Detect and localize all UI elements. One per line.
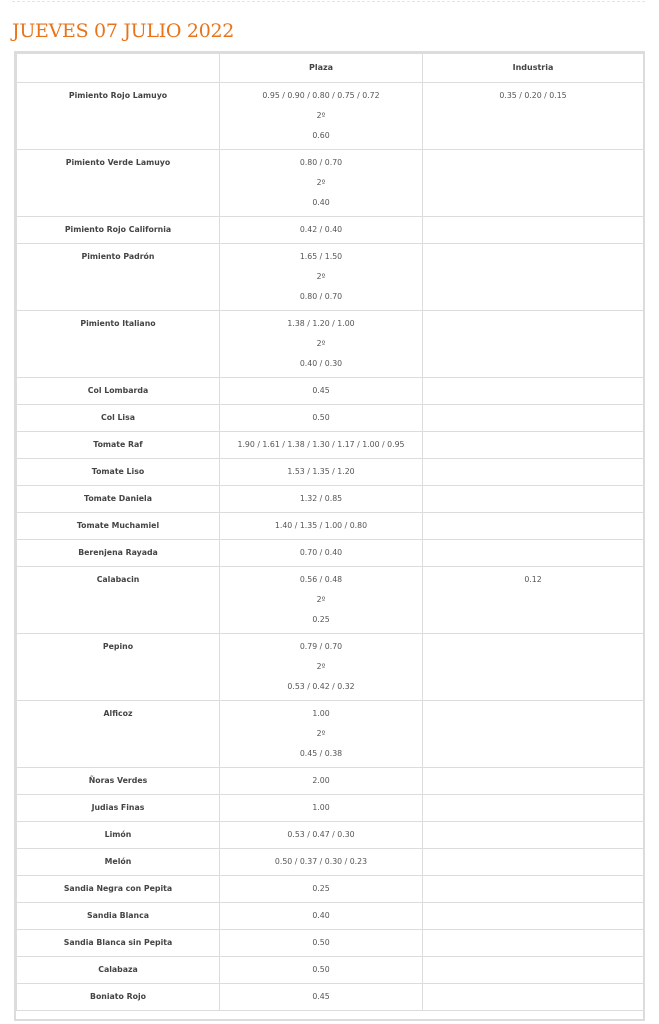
plaza-price-cell: [220, 984, 423, 1011]
industria-price-cell: [423, 459, 644, 486]
table-row: [17, 150, 644, 217]
product-name: Tomate Muchamiel: [76, 521, 160, 530]
table-row: [17, 217, 644, 244]
table-row: [17, 459, 644, 486]
plaza-price-line: 0.60: [312, 131, 330, 140]
product-name: Sandia Blanca sin Pepita: [63, 938, 173, 947]
plaza-price-cell: [220, 540, 423, 567]
product-cell: [17, 634, 220, 701]
table-row: [17, 244, 644, 311]
plaza-price-line: 0.45 / 0.38: [299, 749, 343, 758]
plaza-price-line: 0.42 / 0.40: [299, 225, 343, 234]
plaza-price-line: 0.40: [312, 911, 330, 920]
industria-price-cell: [423, 83, 644, 150]
plaza-price-line: 0.50: [312, 965, 330, 974]
product-cell: [17, 957, 220, 984]
plaza-price-line: 2º: [316, 662, 326, 671]
table-row: [17, 432, 644, 459]
table-row: [17, 540, 644, 567]
header-row: [17, 54, 644, 83]
product-cell: [17, 701, 220, 768]
industria-price-cell: [423, 903, 644, 930]
plaza-price-cell: [220, 244, 423, 311]
plaza-price-line: 2º: [316, 272, 326, 281]
industria-price-cell: [423, 634, 644, 701]
plaza-price-cell: [220, 405, 423, 432]
table-row: [17, 957, 644, 984]
product-cell: [17, 150, 220, 217]
plaza-price-line: 2º: [316, 339, 326, 348]
plaza-price-cell: [220, 930, 423, 957]
plaza-price-line: 1.00: [312, 709, 330, 718]
industria-price-cell: [423, 984, 644, 1011]
plaza-price-line: 1.65 / 1.50: [299, 252, 343, 261]
product-name: Boniato Rojo: [90, 992, 146, 1001]
plaza-price-cell: [220, 634, 423, 701]
industria-price-cell: [423, 378, 644, 405]
plaza-price-cell: [220, 957, 423, 984]
product-name: Pimiento Verde Lamuyo: [65, 158, 171, 167]
plaza-price-cell: [220, 486, 423, 513]
industria-price-cell: [423, 795, 644, 822]
header-product: [17, 54, 220, 83]
table-row: [17, 768, 644, 795]
price-table: [16, 53, 644, 1011]
product-name: Calabaza: [98, 965, 138, 974]
plaza-price-line: 0.45: [312, 992, 330, 1001]
product-cell: [17, 378, 220, 405]
plaza-price-line: 0.25: [312, 615, 330, 624]
industria-price-cell: [423, 432, 644, 459]
product-name: Pepino: [102, 642, 134, 651]
plaza-price-line: 0.53 / 0.42 / 0.32: [287, 682, 355, 691]
page-title: JUEVES 07 JULIO 2022: [12, 20, 235, 42]
top-divider: [12, 1, 645, 2]
table-row: [17, 513, 644, 540]
product-cell: [17, 849, 220, 876]
plaza-price-line: 0.80 / 0.70: [299, 158, 343, 167]
product-cell: [17, 83, 220, 150]
product-cell: [17, 540, 220, 567]
plaza-price-line: 0.50: [312, 413, 330, 422]
plaza-price-line: 2º: [316, 595, 326, 604]
industria-price-cell: [423, 849, 644, 876]
product-name: Judias Finas: [91, 803, 145, 812]
table-row: [17, 405, 644, 432]
product-cell: [17, 903, 220, 930]
product-cell: [17, 244, 220, 311]
table-row: [17, 822, 644, 849]
industria-price-cell: [423, 768, 644, 795]
product-cell: [17, 459, 220, 486]
table-row: [17, 984, 644, 1011]
product-name: Melón: [104, 857, 132, 866]
product-cell: [17, 876, 220, 903]
plaza-price-line: 1.00: [312, 803, 330, 812]
product-name: Sandia Negra con Pepita: [63, 884, 173, 893]
industria-price-cell: [423, 405, 644, 432]
product-cell: [17, 930, 220, 957]
product-name: Alficoz: [103, 709, 133, 718]
table-row: [17, 83, 644, 150]
product-name: Tomate Liso: [91, 467, 145, 476]
industria-price-cell: [423, 513, 644, 540]
plaza-price-line: 2.00: [312, 776, 330, 785]
header-plaza: Plaza: [220, 54, 423, 83]
plaza-price-cell: [220, 150, 423, 217]
plaza-price-line: 0.79 / 0.70: [299, 642, 343, 651]
product-name: Calabacin: [96, 575, 140, 584]
product-name: Pimiento Rojo Lamuyo: [68, 91, 168, 100]
product-cell: [17, 822, 220, 849]
industria-price-cell: [423, 244, 644, 311]
product-cell: [17, 486, 220, 513]
table-row: [17, 486, 644, 513]
industria-price: 0.12: [524, 575, 542, 584]
plaza-price-cell: [220, 311, 423, 378]
industria-price-cell: [423, 150, 644, 217]
industria-price-cell: [423, 311, 644, 378]
industria-price-cell: [423, 957, 644, 984]
industria-price-cell: [423, 822, 644, 849]
plaza-price-cell: [220, 432, 423, 459]
product-name: Pimiento Italiano: [80, 319, 156, 328]
plaza-price-line: 1.40 / 1.35 / 1.00 / 0.80: [274, 521, 368, 530]
plaza-price-line: 0.40: [312, 198, 330, 207]
product-name: Col Lombarda: [87, 386, 149, 395]
table-row: [17, 311, 644, 378]
plaza-price-cell: [220, 876, 423, 903]
plaza-price-cell: [220, 83, 423, 150]
product-name: Col Lisa: [100, 413, 135, 422]
plaza-price-line: 0.70 / 0.40: [299, 548, 343, 557]
product-cell: [17, 432, 220, 459]
plaza-price-cell: [220, 903, 423, 930]
product-name: Pimiento Rojo California: [64, 225, 172, 234]
plaza-price-line: 0.56 / 0.48: [299, 575, 343, 584]
plaza-price-line: 2º: [316, 178, 326, 187]
plaza-price-line: 1.90 / 1.61 / 1.38 / 1.30 / 1.17 / 1.00 / 0.95: [237, 440, 405, 449]
plaza-price-line: 0.25: [312, 884, 330, 893]
product-cell: [17, 311, 220, 378]
table-row: [17, 930, 644, 957]
product-name: Limón: [104, 830, 132, 839]
plaza-price-cell: [220, 217, 423, 244]
product-cell: [17, 768, 220, 795]
table-row: [17, 849, 644, 876]
plaza-price-cell: [220, 768, 423, 795]
plaza-price-line: 0.50 / 0.37 / 0.30 / 0.23: [274, 857, 368, 866]
table-body: [17, 83, 644, 1011]
product-cell: [17, 984, 220, 1011]
product-name: Sandia Blanca: [87, 911, 149, 920]
industria-price-cell: [423, 486, 644, 513]
product-cell: [17, 405, 220, 432]
table-row: [17, 701, 644, 768]
plaza-price-cell: [220, 567, 423, 634]
table-row: [17, 903, 644, 930]
product-name: Tomate Daniela: [84, 494, 152, 503]
price-table-container: [14, 51, 645, 1021]
plaza-price-line: 0.95 / 0.90 / 0.80 / 0.75 / 0.72: [262, 91, 380, 100]
industria-price-cell: [423, 876, 644, 903]
plaza-price-cell: [220, 513, 423, 540]
plaza-price-line: 2º: [316, 111, 326, 120]
industria-price-cell: [423, 217, 644, 244]
plaza-price-line: 0.53 / 0.47 / 0.30: [287, 830, 355, 839]
product-name: Berenjena Rayada: [78, 548, 158, 557]
product-name: Tomate Raf: [93, 440, 143, 449]
plaza-price-line: 1.32 / 0.85: [299, 494, 343, 503]
product-cell: [17, 217, 220, 244]
industria-price-cell: [423, 540, 644, 567]
product-name: Ñoras Verdes: [88, 776, 148, 785]
table-row: [17, 795, 644, 822]
plaza-price-line: 2º: [316, 729, 326, 738]
plaza-price-cell: [220, 701, 423, 768]
header-industria: Industria: [423, 54, 644, 83]
table-row: [17, 567, 644, 634]
product-cell: [17, 795, 220, 822]
plaza-price-line: 0.45: [312, 386, 330, 395]
plaza-price-cell: [220, 459, 423, 486]
plaza-price-cell: [220, 795, 423, 822]
product-name: Pimiento Padrón: [81, 252, 155, 261]
plaza-price-line: 1.53 / 1.35 / 1.20: [287, 467, 355, 476]
industria-price: 0.35 / 0.20 / 0.15: [499, 91, 567, 100]
plaza-price-cell: [220, 378, 423, 405]
plaza-price-line: 0.80 / 0.70: [299, 292, 343, 301]
plaza-price-line: 1.38 / 1.20 / 1.00: [287, 319, 355, 328]
industria-price-cell: [423, 930, 644, 957]
product-cell: [17, 513, 220, 540]
plaza-price-cell: [220, 849, 423, 876]
industria-price-cell: [423, 567, 644, 634]
plaza-price-line: 0.50: [312, 938, 330, 947]
table-row: [17, 378, 644, 405]
table-row: [17, 876, 644, 903]
table-row: [17, 634, 644, 701]
plaza-price-line: 0.40 / 0.30: [299, 359, 343, 368]
industria-price-cell: [423, 701, 644, 768]
plaza-price-cell: [220, 822, 423, 849]
product-cell: [17, 567, 220, 634]
